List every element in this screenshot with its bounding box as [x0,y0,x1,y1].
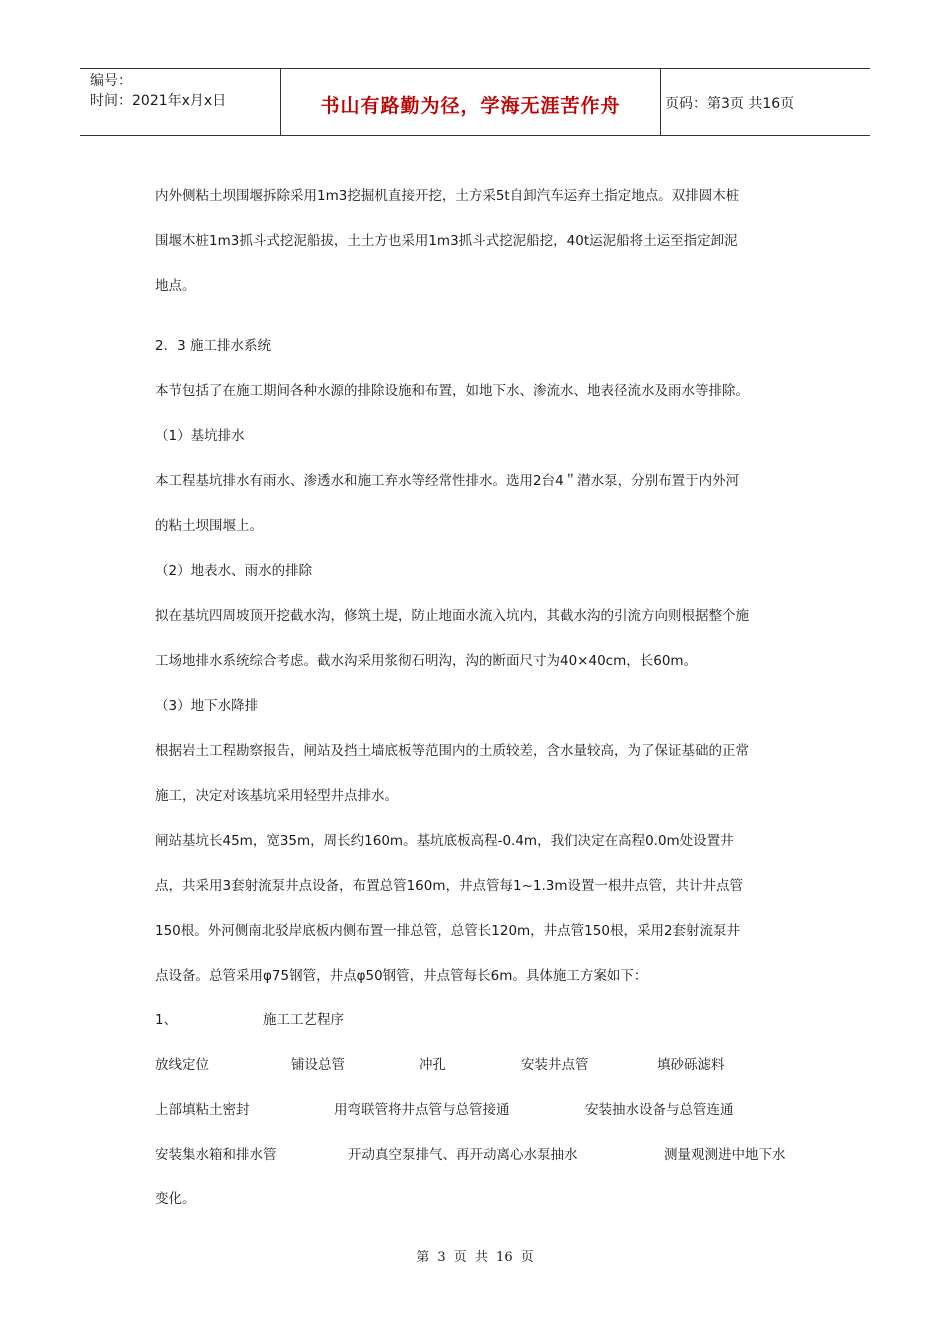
process-step: 安装井点管 [521,1057,589,1073]
subheading: （3）地下水降排 [155,698,259,714]
body-line: 的粘土坝围堰上。 [155,518,263,534]
process-step: 放线定位 [155,1057,209,1073]
body-line: 内外侧粘土坝围堰拆除采用1m3挖掘机直接开挖，土方采5t自卸汽车运弃土指定地点。双排圆木桩 [155,188,740,204]
subheading: （2）地表水、雨水的排除 [155,563,313,579]
body-line: 地点。 [155,278,196,294]
process-step: 安装抽水设备与总管连通 [585,1102,734,1118]
process-step: 测量观测进中地下水 [664,1147,786,1163]
body-line: 闸站基坑长45m，宽35m，周长约160m。基坑底板高程-0.4m，我们决定在高程0.0m处设置井 [155,833,734,849]
body-line: 本工程基坑排水有雨水、渗透水和施工弃水等经常性排水。选用2台4＂潜水泵，分别布置于内外河 [155,473,740,489]
process-step: 变化。 [155,1191,196,1207]
process-step: 上部填粘土密封 [155,1102,250,1118]
process-step: 用弯联管将井点管与总管接通 [334,1102,510,1118]
document-header [80,68,870,136]
process-step: 开动真空泵排气、再开动离心水泵抽水 [348,1147,578,1163]
process-step: 填砂砾滤料 [657,1057,725,1073]
body-line: 拟在基坑四周坡顶开挖截水沟，修筑土堤，防止地面水流入坑内，其截水沟的引流方向则根据整个施 [155,608,749,624]
body-line: 工场地排水系统综合考虑。截水沟采用浆彻石明沟，沟的断面尺寸为40×40cm，长60m。 [155,653,698,669]
body-line: 150根。外河侧南北驳岸底板内侧布置一排总管，总管长120m，井点管150根，采用2套射流泵井 [155,923,741,939]
step-number: 1、 [155,1012,178,1028]
process-step: 安装集水箱和排水管 [155,1147,277,1163]
page-info: 页码：第3页 共16页 [665,96,795,112]
time-label: 时间：2021年x月x日 [90,93,227,109]
motto: 书山有路勤为径，学海无涯苦作舟 [320,95,621,117]
header-motto-cell [281,69,661,135]
code-label: 编号： [90,73,132,89]
page-footer: 第 3 页 共 16 页 [416,1250,534,1265]
body-line: 本节包括了在施工期间各种水源的排除设施和布置，如地下水、渗流水、地表径流水及雨水等排除。 [155,383,749,399]
header-page-cell [661,69,870,135]
body-line: 点，共采用3套射流泵井点设备，布置总管160m，井点管每1~1.3m设置一根井点管，共计井点管 [155,878,744,894]
section-heading: 2．3 施工排水系统 [155,338,271,354]
process-step: 铺设总管 [291,1057,345,1073]
body-line: 根据岩土工程勘察报告，闸站及挡土墙底板等范围内的土质较差，含水量较高，为了保证基础的正常 [155,743,749,759]
subheading: （1）基坑排水 [155,428,245,444]
process-step: 冲孔 [419,1057,446,1073]
body-line: 施工，决定对该基坑采用轻型井点排水。 [155,788,398,804]
body-line: 围堰木桩1m3抓斗式挖泥船拔，土土方也采用1m3抓斗式挖泥船挖，40t运泥船将土运至指定卸泥 [155,233,738,249]
body-line: 点设备。总管采用φ75钢管，井点φ50钢管，井点管每长6m。具体施工方案如下： [155,968,648,984]
header-meta [80,69,281,135]
step-title: 施工工艺程序 [263,1012,344,1028]
